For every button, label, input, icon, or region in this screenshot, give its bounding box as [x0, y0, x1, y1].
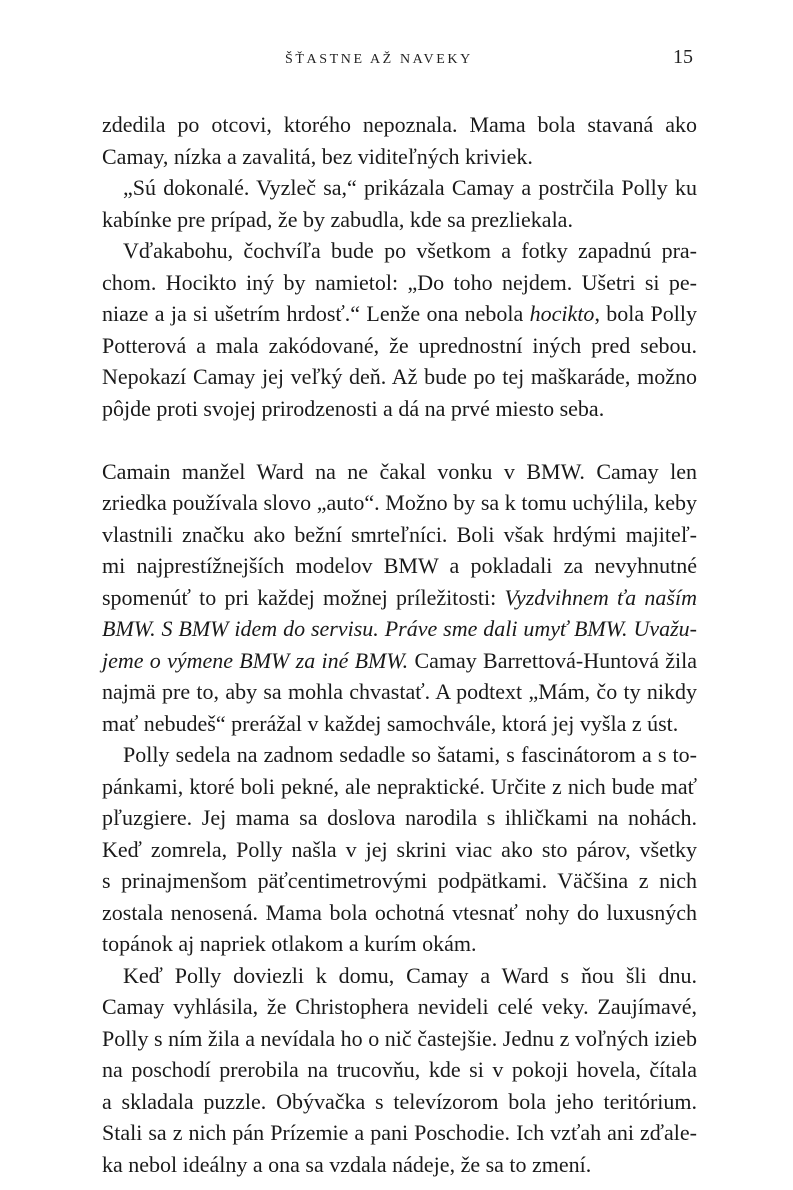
text-segment: Camay Barrettová-Huntová žila [408, 647, 697, 673]
text-line [102, 456, 697, 488]
text-segment: s prinajmenšom päťcentimetrovými podpätkami. Väčšina z nich [102, 868, 697, 893]
page-number: 15 [673, 46, 693, 68]
text-line [102, 361, 697, 393]
text-line [102, 708, 697, 740]
text-line [102, 960, 697, 992]
text-segment: Polly sedela na zadnom sedadle so šatami, s fascinátorom a s to- [123, 742, 697, 767]
text-line [102, 865, 697, 897]
text-line [102, 141, 697, 173]
text-line [102, 897, 697, 929]
text-line [102, 298, 697, 330]
text-segment: zostala nenosená. Mama bola ochotná vtesnať nohy do luxusných [102, 899, 697, 925]
text-segment: vlastnili značku ako bežní smrteľníci. Boli však hrdými majiteľ- [102, 521, 697, 547]
text-segment: Vďakabohu, čochvíľa bude po všetkom a fotky zapadnú pra- [123, 238, 697, 263]
text-segment: na poschodí prerobila na trucovňu, kde si v pokoji hovela, čítala [102, 1057, 697, 1082]
text-line [102, 676, 697, 708]
text-line [102, 1054, 697, 1086]
text-line [102, 613, 697, 645]
italic-text: jeme o výmene BMW za iné BMW. [102, 647, 409, 673]
text-segment: Camain manžel Ward na ne čakal vonku v BMW. Camay len [102, 458, 697, 484]
text-segment: niaze a ja si ušetrím hrdosť.“ Lenže ona nebola [102, 301, 530, 326]
text-line [102, 645, 697, 677]
text-segment: Polly s ním žila a nevídala ho o nič častejšie. Jednu z voľných izieb [102, 1025, 697, 1051]
text-line [102, 1023, 697, 1055]
text-line [102, 487, 697, 519]
text-segment: Keď Polly doviezli k domu, Camay a Ward s ňou šli dnu. [123, 962, 697, 988]
text-line [102, 330, 697, 362]
text-line [102, 928, 697, 960]
text-line [102, 172, 697, 204]
text-segment: Stali sa z nich pán Prízemie a pani Poschodie. Ich vzťah ani zďale- [102, 1120, 697, 1145]
text-line [102, 519, 697, 551]
italic-text: hocikto [529, 301, 595, 326]
text-segment: topánok aj napriek otlakom a kurím okám. [102, 931, 477, 956]
text-segment: „Sú dokonalé. Vyzleč sa,“ prikázala Camay a postrčila Polly ku [123, 175, 697, 200]
italic-text: BMW. S BMW idem do servisu. Práve sme dali umyť BMW. Uvažu- [102, 616, 697, 641]
text-segment: spomenúť to pri každej možnej príležitosti: [102, 584, 505, 610]
text-line [102, 204, 697, 236]
text-line [102, 802, 697, 834]
text-line [102, 771, 697, 803]
text-segment: , bola Polly [594, 301, 697, 326]
italic-text: Vyzdvihnem ťa naším [504, 584, 697, 610]
text-line [102, 1149, 697, 1181]
text-line [102, 550, 697, 582]
text-segment: ka nebol ideálny a ona sa vzdala nádeje, že sa to zmení. [102, 1151, 592, 1177]
text-segment: Camay, nízka a zavalitá, bez viditeľných kriviek. [102, 143, 533, 169]
text-segment: pôjde proti svojej prirodzenosti a dá na prvé miesto seba. [102, 395, 605, 421]
text-segment: chom. Hocikto iný by namietol: „Do toho nejdem. Ušetri si pe- [102, 269, 697, 295]
text-line [102, 267, 697, 299]
text-segment: kabínke pre prípad, že by zabudla, kde sa prezliekala. [102, 206, 573, 232]
paragraph-break [102, 424, 697, 456]
running-header-title: ŠŤASTNE AŽ NAVEKY [285, 52, 473, 67]
text-segment: najmä pre to, aby sa mohla chvastať. A podtext „Mám, čo ty nikdy [102, 679, 697, 704]
text-line [102, 235, 697, 267]
body-text [102, 109, 697, 1180]
text-line [102, 582, 697, 614]
text-segment: Camay vyhlásila, že Christophera nevideli celé veky. Zaujímavé, [102, 994, 697, 1019]
text-segment: zriedka používala slovo „auto“. Možno by sa k tomu uchýlila, keby [102, 490, 697, 515]
text-segment: zdedila po otcovi, ktorého nepoznala. Mama bola stavaná ako [102, 112, 697, 137]
text-line [102, 393, 697, 425]
text-segment: Potterová a mala zakódované, že uprednostní iných pred sebou. [102, 332, 697, 358]
text-segment: mi najprestížnejších modelov BMW a pokladali za nevyhnutné [102, 553, 697, 578]
text-line [102, 739, 697, 771]
text-line [102, 834, 697, 866]
text-segment: a skladala puzzle. Obývačka s televízorom bola jeho teritórium. [102, 1088, 697, 1114]
text-line [102, 991, 697, 1023]
text-segment: pánkami, ktoré boli pekné, ale nepraktické. Určite z nich bude mať [102, 773, 697, 799]
text-line [102, 1086, 697, 1118]
text-line [102, 1117, 697, 1149]
text-segment: Keď zomrela, Polly našla v jej skrini viac ako sto párov, všetky [102, 836, 697, 862]
text-line [102, 109, 697, 141]
text-segment: pľuzgiere. Jej mama sa doslova narodila s ihličkami na nohách. [102, 805, 697, 830]
text-segment: Nepokazí Camay jej veľký deň. Až bude po tej maškaráde, možno [102, 364, 697, 389]
text-segment: mať nebudeš“ prerážal v každej samochvále, ktorá jej vyšla z úst. [102, 710, 679, 736]
